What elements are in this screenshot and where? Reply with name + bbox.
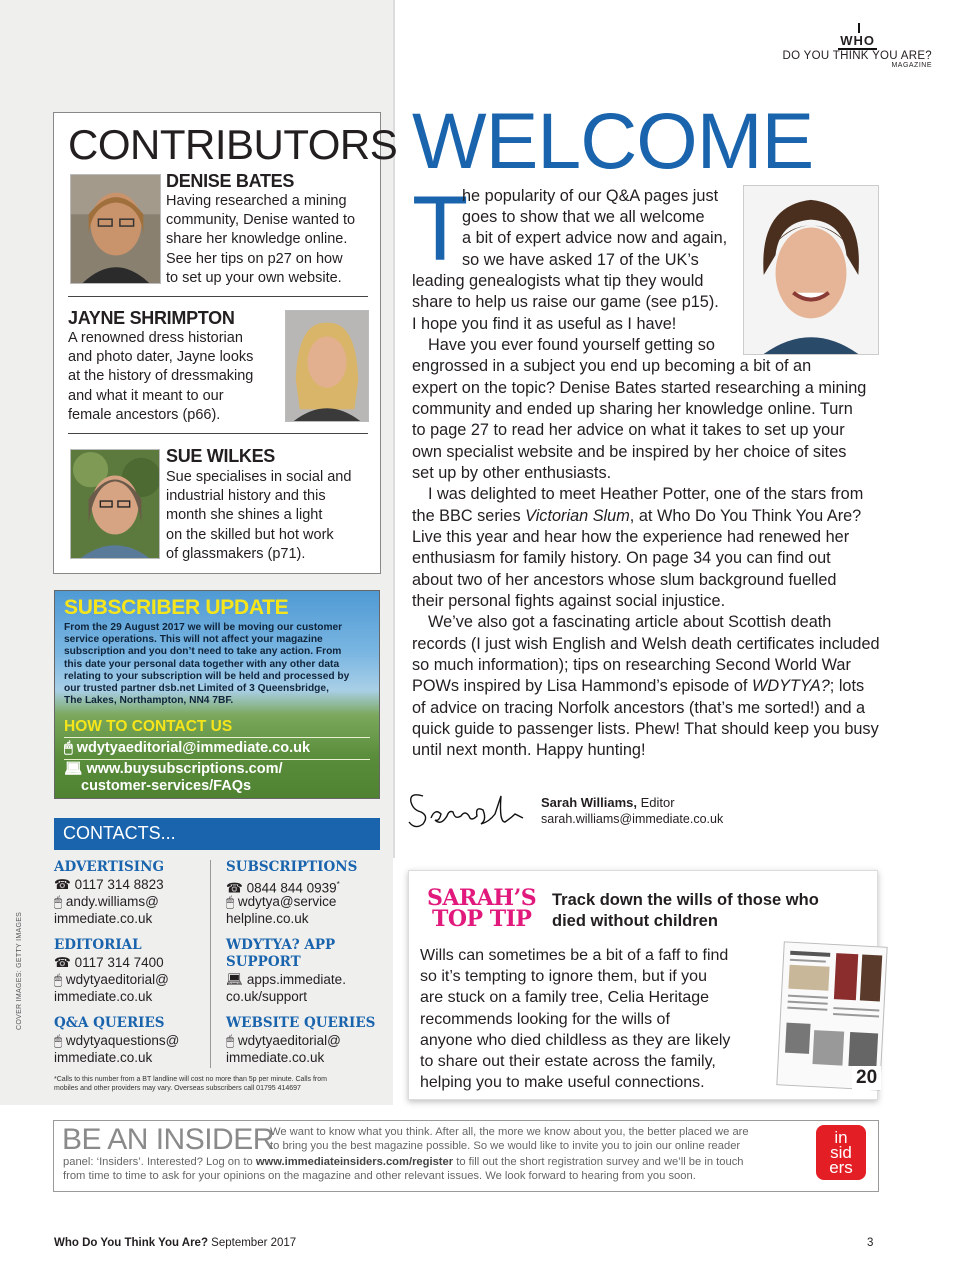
- page-number: 3: [867, 1237, 874, 1249]
- welcome-text-line: Live this year and hear how the experience had renewed her: [412, 528, 850, 546]
- website-email-cont[interactable]: immediate.co.uk: [226, 1050, 325, 1065]
- website-email[interactable]: 🖱︎ wdytyaeditorial@: [226, 1033, 341, 1048]
- welcome-text-line: I was delighted to meet Heather Potter, one of the stars from: [428, 485, 864, 503]
- welcome-text-line: own specialist website and be inspired by her choice of sites: [412, 443, 847, 461]
- how-to-contact-title: HOW TO CONTACT US: [64, 718, 233, 735]
- website-heading: WEBSITE QUERIES: [226, 1015, 376, 1031]
- laptop-icon: 💻︎: [226, 972, 247, 987]
- insider-text-line: We want to know what you think. After all, the more we know about you, the better placed we are: [270, 1126, 749, 1138]
- welcome-text-line: enthusiasm for family history. On page 34 you can find out: [412, 549, 831, 567]
- welcome-title: WELCOME: [412, 96, 814, 185]
- editor-signature: [405, 782, 525, 834]
- editorial-email[interactable]: 🖱︎ wdytyaeditorial@: [54, 972, 169, 987]
- welcome-dropcap: T: [412, 178, 469, 280]
- editorial-heading: EDITORIAL: [54, 937, 142, 953]
- welcome-text-line: leading genealogists what tip they would: [412, 272, 704, 290]
- insider-text-line: from time to time to ask for your opinions on the magazine and other relevant issues. We look forward to hearing from you soon.: [63, 1170, 696, 1182]
- welcome-text-line: We’ve also got a fascinating article about Scottish death: [428, 613, 832, 631]
- welcome-text-line: I hope you find it as useful as I have!: [412, 315, 677, 333]
- phone-icon: ☎︎: [54, 955, 75, 970]
- insider-text-line: to bring you the best magazine possible. So we would like to invite you to join our online reader: [270, 1140, 741, 1152]
- editor-name: Sarah Williams, Editor: [541, 795, 675, 810]
- subscriptions-phone: ☎︎ 0844 844 0939*: [226, 880, 340, 896]
- advertising-email-cont[interactable]: immediate.co.uk: [54, 911, 153, 926]
- top-tip-text-line: helping you to make useful connections.: [420, 1074, 705, 1091]
- mouse-icon: 🖱︎: [54, 1033, 66, 1048]
- top-tip-text-line: Wills can sometimes be a bit of a faff to find: [420, 947, 729, 964]
- editorial-email-cont[interactable]: immediate.co.uk: [54, 989, 153, 1004]
- welcome-text-line: Have you ever found yourself getting so: [428, 336, 715, 354]
- contact-web-link[interactable]: 💻︎ www.buysubscriptions.com/: [64, 761, 283, 777]
- photo-denise-bates: [70, 174, 161, 284]
- masthead-who: WHO: [840, 33, 875, 48]
- top-tip-text-line: to share out their estate across the family,: [420, 1053, 716, 1070]
- welcome-text-line: POWs inspired by Lisa Hammond’s episode of WDYTYA?; lots: [412, 677, 865, 695]
- tip-number: 20: [852, 1066, 881, 1090]
- divider: [64, 759, 370, 760]
- photo-jayne-shrimpton: [285, 310, 369, 422]
- welcome-text-line: the BBC series Victorian Slum, at Who Do You Think You Are?: [412, 507, 862, 525]
- divider: [68, 433, 368, 434]
- contributor-bio: A renowned dress historian and photo dater, Jayne looks at the history of dressmaking and what it meant to our female ancestors (p66).: [68, 330, 254, 423]
- welcome-text-line: their personal fights against social injustice.: [412, 592, 726, 610]
- contributor-name: SUE WILKES: [166, 446, 276, 466]
- app-support-heading: WDYTYA? APP SUPPORT: [226, 937, 336, 970]
- welcome-text-line: about two of her ancestors whose slum background fuelled: [412, 571, 837, 589]
- welcome-text-line: set up by other enthusiasts.: [412, 464, 612, 482]
- contributor-name: JAYNE SHRIMPTON: [68, 308, 235, 328]
- subscriptions-email[interactable]: 🖱︎ wdytya@service: [226, 894, 337, 909]
- welcome-text-line: to page 27 to read her advice on what it takes to set up your: [412, 421, 845, 439]
- editor-photo: [743, 185, 879, 355]
- top-tip-text-line: are stuck on a family tree, Celia Heritage: [420, 989, 710, 1006]
- editor-email[interactable]: sarah.williams@immediate.co.uk: [541, 812, 724, 826]
- app-support-web-cont[interactable]: co.uk/support: [226, 989, 308, 1004]
- welcome-text-line: engrossed in a subject you end up becoming a bit of an: [412, 357, 812, 375]
- divider: [68, 296, 368, 297]
- welcome-text-line: records (I just wish English and Welsh death certificates included: [412, 635, 880, 653]
- subscriber-update-panel: [54, 590, 380, 799]
- laptop-icon: 💻︎: [64, 761, 87, 777]
- qa-email[interactable]: 🖱︎ wdytyaquestions@: [54, 1033, 180, 1048]
- subscriber-update-text: From the 29 August 2017 we will be moving our customer service operations. This will not affect your magazine subscription and you don’t need to take any action. From this date your personal data together with any other data relating to your subscription will be held and processed by our trusted partner dsb.net Limited of 3 Queensbridge, The Lakes, Northampton, NN4 7BF.: [64, 622, 350, 707]
- welcome-text-line: expert on the topic? Denise Bates started researching a mining: [412, 379, 867, 397]
- contributor-bio: Sue specialises in social and industrial history and this month she shines a light on the skilled but hot work of glassmakers (p71).: [166, 469, 352, 562]
- subscriptions-heading: SUBSCRIPTIONS: [226, 859, 358, 875]
- welcome-text-line: quick guide to passenger lists. Phew! That should keep you busy: [412, 720, 879, 738]
- top-tip-text-line: so it’s tempting to ignore them, but if you: [420, 968, 707, 985]
- masthead-subtitle: MAGAZINE: [891, 62, 932, 69]
- top-tip-heading: Track down the wills of those who died without children: [552, 891, 819, 930]
- insiders-logo: in sid ers: [816, 1125, 866, 1180]
- subscriber-update-title: SUBSCRIBER UPDATE: [64, 596, 289, 619]
- footer-magazine: Who Do You Think You Are? September 2017: [54, 1237, 297, 1249]
- welcome-text-line: so we have asked 17 of the UK’s: [462, 251, 699, 269]
- contributor-bio: Having researched a mining community, Denise wanted to share her knowledge online. See her tips on p27 on how to set up your own website.: [166, 193, 356, 286]
- contributors-title: CONTRIBUTORS: [68, 121, 398, 168]
- welcome-text-line: until next month. Happy hunting!: [412, 741, 646, 759]
- insider-text-line: panel: ‘Insiders’. Interested? Log on to www.immediateinsiders.com/register to fill out the short registration survey and we’ll be in touch: [63, 1156, 744, 1168]
- top-tip-text-line: recommends looking for the wills of: [420, 1011, 670, 1028]
- contributors-panel: [53, 112, 398, 574]
- welcome-text-line: he popularity of our Q&A pages just: [462, 187, 719, 205]
- qa-heading: Q&A QUERIES: [54, 1015, 165, 1031]
- phone-icon: ☎︎: [226, 880, 247, 896]
- top-tip-logo: SARAH’S: [427, 885, 537, 911]
- advertising-phone: ☎︎ 0117 314 8823: [54, 877, 164, 892]
- masthead-title: DO YOU THINK YOU ARE?: [782, 50, 932, 62]
- mouse-icon: 🖱︎: [226, 1033, 238, 1048]
- editorial-phone: ☎︎ 0117 314 7400: [54, 955, 164, 970]
- advertising-email[interactable]: 🖱︎ andy.williams@: [54, 894, 159, 909]
- insider-register-link[interactable]: www.immediateinsiders.com/register: [255, 1156, 454, 1168]
- mouse-icon: 🖱︎: [54, 894, 66, 909]
- contact-web-link-cont[interactable]: customer-services/FAQs: [81, 778, 252, 794]
- mouse-icon: 🖱︎: [64, 740, 77, 756]
- qa-email-cont[interactable]: immediate.co.uk: [54, 1050, 153, 1065]
- welcome-text-line: a bit of expert advice now and again,: [462, 229, 728, 247]
- photo-sue-wilkes: [70, 449, 160, 559]
- welcome-text-line: so much information); tips on researching Second World War: [412, 656, 851, 674]
- masthead-logo: [762, 32, 932, 69]
- welcome-text-line: community and ended up sharing her knowledge online. Turn: [412, 400, 853, 418]
- insider-title: BE AN INSIDER: [62, 1123, 274, 1156]
- contributor-name: DENISE BATES: [166, 171, 295, 191]
- welcome-text-line: share to help us raise our game (see p15).: [412, 293, 719, 311]
- advertising-heading: ADVERTISING: [54, 859, 164, 875]
- phone-icon: ☎︎: [54, 877, 75, 892]
- top-tip-text-line: anyone who died childless as they are likely: [420, 1032, 731, 1049]
- divider: [64, 737, 370, 738]
- contact-email-link[interactable]: 🖱︎ wdytyaeditorial@immediate.co.uk: [64, 740, 311, 756]
- cover-credit: COVER IMAGES: GETTY IMAGES: [16, 911, 23, 1030]
- welcome-text-line: of advice on tracing Norfolk ancestors (that’s me sorted!) and a: [412, 699, 866, 717]
- welcome-text-line: goes to show that we all welcome: [462, 208, 705, 226]
- top-tip-logo: TOP TIP: [432, 906, 532, 932]
- mouse-icon: 🖱︎: [54, 972, 66, 987]
- mouse-icon: 🖱︎: [226, 894, 238, 909]
- app-support-web[interactable]: 💻︎ apps.immediate.: [226, 972, 346, 987]
- calls-footnote: *Calls to this number from a BT landline will cost no more than 5p per minute. Calls from mobiles and other providers may vary. Overseas subscribers call 01795 414697: [54, 1076, 327, 1092]
- subscriptions-email-cont[interactable]: helpline.co.uk: [226, 911, 309, 926]
- contacts-header: CONTACTS...: [54, 818, 380, 850]
- divider: [210, 860, 211, 1068]
